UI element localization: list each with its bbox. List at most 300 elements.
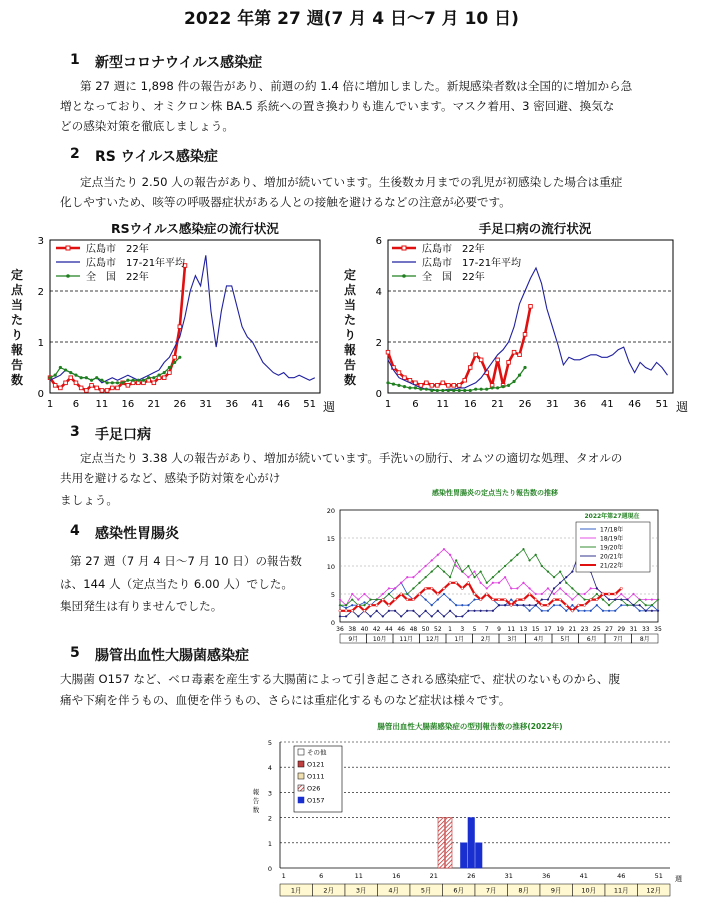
data-point [461,571,463,573]
x-tick-label: 42 [372,626,381,633]
legend-swatch-2 [298,773,304,779]
data-point [357,599,359,601]
x-tick-label: 1 [281,872,286,880]
data-point [463,378,467,382]
data-point [437,593,439,595]
data-point [408,386,411,389]
data-point [455,616,457,618]
data-point [468,366,472,370]
rsv-chart-title: RSウイルス感染症の流行状況 [111,221,279,236]
ehec-chart-title: 腸管出血性大腸菌感染症の型別報告数の推移(2022年) [377,722,563,731]
data-point [425,610,427,612]
data-point [85,376,88,379]
data-point [431,616,433,618]
legend-label-4: O157 [307,796,325,805]
x-tick-label: 31 [629,626,638,633]
data-point [90,379,93,382]
data-point [578,610,580,612]
section-5-heading: 腸管出血性大腸菌感染症 [95,648,249,664]
data-point [446,384,450,388]
x-tick-label: 36 [225,399,239,410]
section-5-line-1: 大腸菌 O157 など、ベロ毒素を産生する大腸菌によって引き起こされる感染症で、症状のないものから、腹 [60,672,621,686]
data-point [541,599,543,601]
data-point [142,379,145,382]
data-point [651,599,653,601]
data-point [437,554,439,556]
y-axis-label-char: 告 [252,797,260,805]
data-point [498,598,500,600]
data-point [468,565,470,567]
x-tick-label: 11 [436,399,450,410]
legend-label-1: 広島市 17-21年平均 [422,258,522,269]
section-1-heading: 新型コロナウイルス感染症 [95,55,263,71]
data-point [501,385,504,388]
hfmd-chart-title: 手足口病の流行状況 [478,221,592,236]
x-tick-label: 17 [544,626,552,633]
data-point [645,599,647,601]
data-point [100,379,103,382]
x-tick-label: 26 [173,399,187,410]
data-point [400,593,402,595]
gastro-chart-title: 感染性胃腸炎の定点当たり報告数の推移 [432,489,558,497]
section-2-line-1: 定点当たり 2.50 人の報告があり、増加が続いています。生後数カ月までの乳児が初感染した場合は重症 [80,175,623,189]
data-point [639,604,641,606]
section-2-line-2: 化しやすいため、咳等の呼吸器症状がある人との接触を避けるなどの注意が必要です。 [60,195,511,209]
data-point [388,588,390,590]
data-point [474,388,477,391]
data-point [443,593,445,595]
data-point [430,384,434,388]
data-point [577,604,579,606]
data-point [364,602,366,604]
data-point [583,604,585,606]
data-point [74,374,77,377]
data-point [559,571,561,573]
data-point [627,599,629,601]
data-point [376,599,378,601]
data-point [447,389,450,392]
data-point [571,599,573,601]
data-point [553,576,555,578]
data-point [419,616,421,618]
x-tick-label: 15 [531,626,540,633]
data-point [523,582,525,584]
month-label: 7月 [613,636,624,643]
data-point [474,610,476,612]
data-point [452,389,455,392]
x-tick-label: 41 [251,399,265,410]
data-point [474,353,478,357]
data-point [498,582,500,584]
data-point [547,604,549,606]
y-tick-label: 15 [326,535,335,543]
data-point [59,366,62,369]
data-point [437,599,439,601]
x-tick-label: 11 [507,626,516,633]
data-point [152,376,155,379]
x-tick-label: 46 [277,399,291,410]
data-point [523,333,527,337]
data-point [394,588,396,590]
data-point [461,604,463,606]
x-tick-label: 21 [568,626,577,633]
data-point [80,376,83,379]
x-tick-label: 36 [336,626,344,633]
data-point [441,389,444,392]
data-point [571,610,573,612]
data-point [578,593,580,595]
data-point [173,361,176,364]
legend-label-3: 20/21年 [600,553,624,561]
data-point [523,366,526,369]
data-point [69,376,73,380]
data-point [535,593,537,595]
data-point [529,588,531,590]
data-point [455,582,457,584]
rsv-chart [28,234,338,414]
y-tick-label: 3 [267,789,272,798]
data-point [553,593,555,595]
month-label: 1月 [290,886,302,895]
data-point [408,378,412,382]
x-tick-label: 36 [542,872,551,880]
x-axis-label: 週 [323,400,336,414]
legend-label-0: 17/18年 [600,526,624,534]
legend-label-3: O26 [307,784,321,793]
y-tick-label: 0 [375,389,382,400]
data-point [559,598,561,600]
y-tick-label: 1 [37,338,44,349]
data-point [463,389,466,392]
y-tick-label: 5 [330,591,335,599]
y-tick-label: 0 [330,619,335,627]
x-tick-label: 16 [392,872,401,880]
data-point [168,366,171,369]
legend-marker [402,246,406,250]
legend-marker [402,274,406,278]
data-point [431,604,433,606]
data-point [491,386,494,389]
data-point [541,604,543,606]
data-point [121,381,124,384]
data-point [53,384,57,388]
data-point [559,588,561,590]
data-point [449,576,451,578]
data-point [559,604,561,606]
x-tick-label: 31 [504,872,513,880]
month-label: 10月 [372,636,387,643]
data-point [437,610,439,612]
y-tick-label: 2 [267,814,272,823]
data-point [620,599,622,601]
x-tick-label: 51 [654,872,663,880]
data-point [431,587,433,589]
data-point [345,604,347,606]
data-point [376,610,378,612]
data-point [168,371,172,375]
data-point [441,381,445,385]
data-point [565,610,567,612]
x-tick-label: 11 [354,872,363,880]
data-point [79,386,83,390]
data-point [443,616,445,618]
data-point [382,598,384,600]
data-point [518,374,521,377]
data-point [510,604,512,606]
data-point [529,604,531,606]
data-point [419,388,422,391]
data-point [559,582,561,584]
data-point [85,389,89,393]
x-tick-label: 23 [580,626,589,633]
data-point [392,382,395,385]
data-point [425,381,429,385]
data-point [496,358,500,362]
data-point [474,576,476,578]
y-tick-label: 4 [267,764,272,773]
data-point [116,386,120,390]
data-point [480,388,483,391]
month-label: 12月 [425,636,440,643]
series-line-0 [340,583,658,611]
data-point [147,376,150,379]
legend-swatch-0 [298,749,304,755]
y-tick-label: 4 [375,287,382,298]
data-point [48,376,51,379]
x-tick-label: 6 [412,399,419,410]
section-2-heading: RS ウイルス感染症 [95,149,218,165]
legend-label-1: O121 [307,760,325,769]
data-point [449,554,451,556]
data-point [645,610,647,612]
x-tick-label: 19 [556,626,564,633]
data-point [386,381,389,384]
data-point [414,386,417,389]
y-tick-label: 5 [267,739,272,747]
data-point [443,548,445,550]
month-label: 12月 [646,886,662,895]
data-point [541,593,543,595]
data-point [388,604,390,606]
rsv-ylabel: 定 点 当 た り 報 告 数 [10,268,23,387]
legend-label-2: 全 国 22年 [86,272,149,283]
y-tick-label: 3 [37,236,44,247]
series-line-4 [340,583,621,611]
gastro-subtitle: 2022年第27週現在 [584,513,640,520]
section-3-number: 3 [70,424,80,440]
data-point [602,610,604,612]
data-point [571,588,573,590]
data-point [584,599,586,601]
legend-marker [66,246,70,250]
data-point [111,386,115,390]
data-point [492,598,494,600]
data-point [388,593,390,595]
data-point [419,571,421,573]
data-point [553,604,555,606]
data-point [173,356,177,360]
data-point [639,610,641,612]
bar-O157 [461,843,468,868]
data-point [529,610,531,612]
x-tick-label: 41 [579,872,588,880]
data-point [468,610,470,612]
x-tick-label: 21 [429,872,438,880]
data-point [126,384,130,388]
data-point [458,389,461,392]
section-4-line-2: は、144 人（定点当たり 6.00 人）でした。 [60,577,293,591]
month-label: 11月 [613,886,629,895]
legend-label-0: その他 [307,748,327,757]
data-point [565,593,567,595]
data-point [516,598,518,600]
data-point [351,604,353,606]
hfmd-chart [360,234,700,414]
data-point [116,381,119,384]
data-point [492,576,494,578]
x-tick-label: 50 [421,626,430,633]
data-point [474,571,476,573]
data-point [388,610,390,612]
data-point [59,386,63,390]
data-point [596,588,598,590]
data-point [512,380,515,383]
data-point [480,610,482,612]
x-axis-label: 週 [675,875,682,883]
data-point [608,599,610,601]
data-point [449,599,451,601]
data-point [394,610,396,612]
data-point [414,381,418,385]
data-point [512,350,516,354]
data-point [443,587,445,589]
data-point [425,599,427,601]
month-label: 11月 [399,636,414,643]
series-line-1 [388,268,668,390]
data-point [504,604,506,606]
section-4-heading: 感染性胃腸炎 [95,526,179,542]
data-point [452,384,456,388]
y-tick-label: 1 [267,839,272,848]
month-label: 8月 [639,636,650,643]
data-point [602,599,604,601]
section-5-line-2: 痛や下痢を伴うもの、血便を伴うもの、さらには重症化するものなど症状は様々です。 [60,693,511,707]
data-point [614,593,616,595]
data-point [522,598,524,600]
y-tick-label: 10 [326,563,335,571]
data-point [95,376,98,379]
month-label: 1月 [454,636,465,643]
data-point [492,610,494,612]
section-1-line-3: どの感染対策を徹底しましょう。 [60,119,234,133]
data-point [480,571,482,573]
data-point [403,376,407,380]
x-tick-label: 1 [46,399,54,410]
data-point [178,356,181,359]
data-point [351,593,353,595]
data-point [370,616,372,618]
y-axis-label-char: 数 [252,806,260,814]
y-axis-label-char: 報 [252,788,260,796]
legend-swatch-4 [298,797,304,803]
x-tick-label: 9 [497,626,501,633]
data-point [400,616,402,618]
data-point [69,371,72,374]
x-tick-label: 33 [641,626,650,633]
month-label: 2月 [323,886,335,895]
legend-swatch-3 [298,785,304,791]
y-tick-label: 20 [326,507,335,515]
data-point [534,598,536,600]
data-point [370,599,372,601]
data-point [152,381,156,385]
section-3-heading: 手足口病 [95,427,151,443]
x-tick-label: 48 [409,626,418,633]
data-point [529,560,531,562]
x-tick-label: 21 [147,399,161,410]
data-point [431,571,433,573]
x-tick-label: 40 [360,626,369,633]
x-tick-label: 36 [573,399,587,410]
section-2-number: 2 [70,146,80,162]
data-point [137,379,140,382]
data-point [95,386,99,390]
data-point [486,588,488,590]
data-point [455,560,457,562]
data-point [504,576,506,578]
data-point [584,593,586,595]
data-point [64,368,67,371]
x-axis-label: 週 [676,400,689,414]
data-point [163,371,166,374]
data-point [657,599,659,601]
y-tick-label: 2 [375,338,382,349]
data-point [620,587,622,589]
data-point [345,607,347,609]
data-point [657,610,659,612]
data-point [419,582,421,584]
data-point [339,616,341,618]
data-point [620,604,622,606]
data-point [608,610,610,612]
data-point [90,384,94,388]
data-point [357,616,359,618]
data-point [339,604,341,606]
data-point [541,565,543,567]
month-label: 4月 [388,886,400,895]
data-point [424,587,426,589]
data-point [565,576,567,578]
x-tick-label: 52 [434,626,442,633]
legend-label-2: 全 国 22年 [422,272,485,283]
data-point [425,388,428,391]
legend-swatch-1 [298,761,304,767]
x-tick-label: 13 [519,626,528,633]
month-label: 10月 [581,886,597,895]
data-point [469,389,472,392]
data-point [386,350,390,354]
ehec-chart [244,732,694,912]
legend-label-0: 広島市 22年 [86,244,149,255]
data-point [425,576,427,578]
legend-label-0: 広島市 22年 [422,244,485,255]
data-point [397,371,401,375]
data-point [430,389,433,392]
data-point [639,599,641,601]
x-tick-label: 29 [617,626,626,633]
section-3-line-3: ましょう。 [60,493,118,507]
data-point [419,384,423,388]
